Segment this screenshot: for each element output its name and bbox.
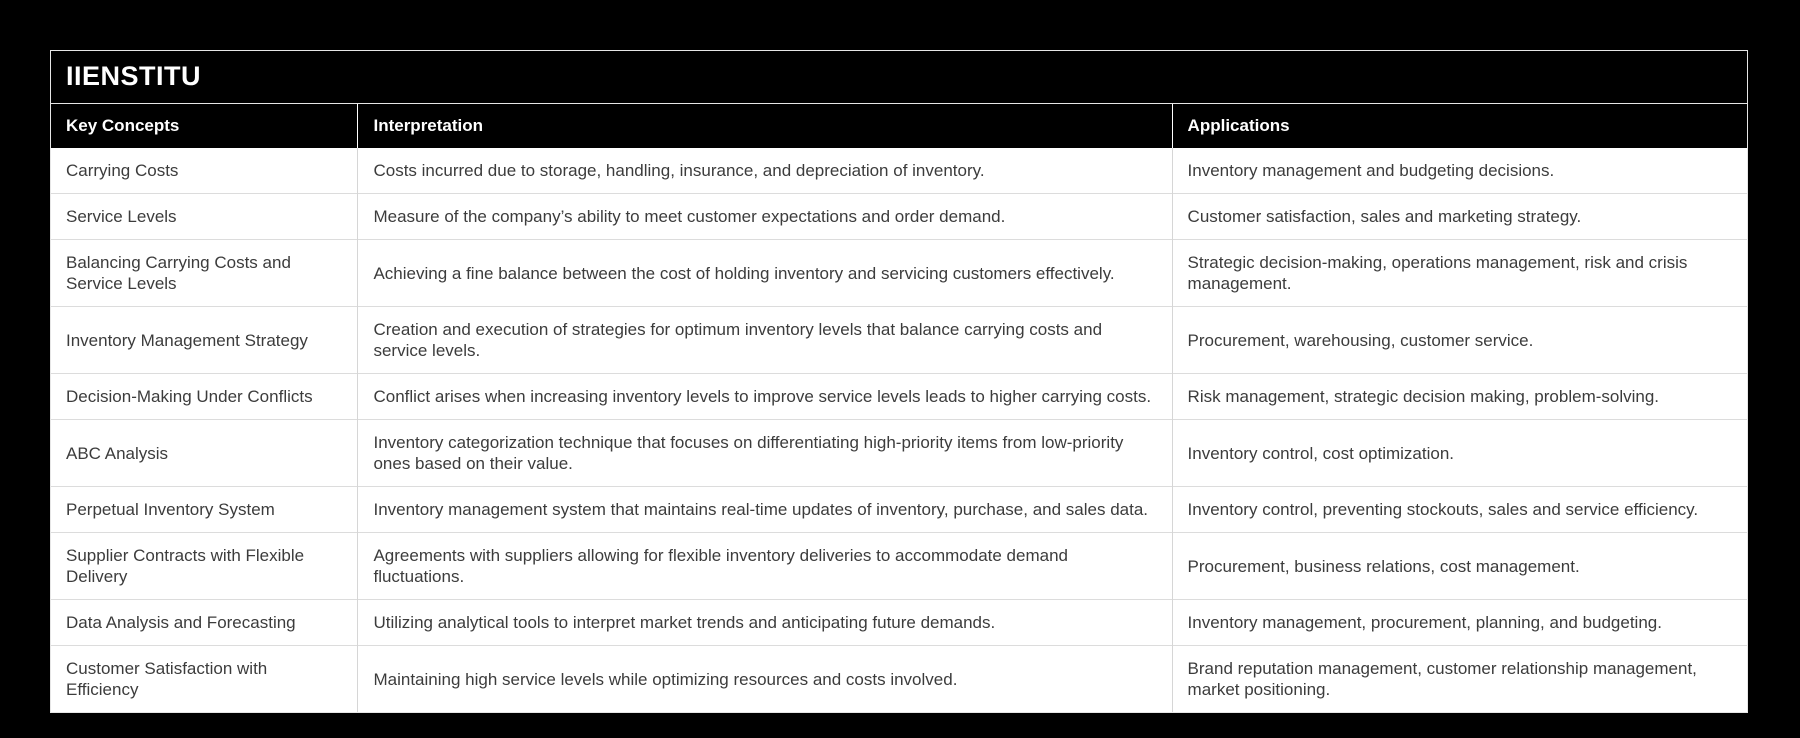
cell-application: Customer satisfaction, sales and marketing strategy. — [1172, 194, 1747, 240]
cell-concept: Inventory Management Strategy — [51, 307, 358, 374]
key-concepts-table — [51, 104, 1747, 712]
table-header — [51, 104, 1747, 148]
cell-concept: ABC Analysis — [51, 420, 358, 487]
table-row — [51, 487, 1747, 533]
table-row — [51, 194, 1747, 240]
column-header-interpretation: Interpretation — [358, 104, 1172, 148]
table-row — [51, 240, 1747, 307]
cell-interpretation: Agreements with suppliers allowing for flexible inventory deliveries to accommodate demand fluctuations. — [358, 533, 1172, 600]
cell-application: Strategic decision-making, operations management, risk and crisis management. — [1172, 240, 1747, 307]
cell-interpretation: Maintaining high service levels while optimizing resources and costs involved. — [358, 646, 1172, 713]
table-row — [51, 420, 1747, 487]
column-header-key-concepts: Key Concepts — [51, 104, 358, 148]
table-row — [51, 374, 1747, 420]
cell-application: Inventory control, preventing stockouts, sales and service efficiency. — [1172, 487, 1747, 533]
table-row — [51, 533, 1747, 600]
cell-application: Procurement, business relations, cost management. — [1172, 533, 1747, 600]
table-row — [51, 307, 1747, 374]
cell-concept: Balancing Carrying Costs and Service Levels — [51, 240, 358, 307]
table-row — [51, 600, 1747, 646]
cell-application: Brand reputation management, customer relationship management, market positioning. — [1172, 646, 1747, 713]
cell-application: Inventory management and budgeting decisions. — [1172, 148, 1747, 194]
page-title: IIENSTITU — [51, 51, 1747, 104]
cell-concept: Perpetual Inventory System — [51, 487, 358, 533]
cell-interpretation: Measure of the company’s ability to meet customer expectations and order demand. — [358, 194, 1172, 240]
cell-interpretation: Utilizing analytical tools to interpret market trends and anticipating future demands. — [358, 600, 1172, 646]
table-body — [51, 148, 1747, 712]
cell-concept: Carrying Costs — [51, 148, 358, 194]
cell-interpretation: Inventory management system that maintains real-time updates of inventory, purchase, and sales data. — [358, 487, 1172, 533]
concepts-table — [50, 50, 1748, 713]
cell-concept: Service Levels — [51, 194, 358, 240]
cell-interpretation: Conflict arises when increasing inventory levels to improve service levels leads to higher carrying costs. — [358, 374, 1172, 420]
cell-concept: Supplier Contracts with Flexible Delivery — [51, 533, 358, 600]
cell-interpretation: Inventory categorization technique that focuses on differentiating high-priority items from low-priority ones based on their value. — [358, 420, 1172, 487]
cell-interpretation: Creation and execution of strategies for optimum inventory levels that balance carrying costs and service levels. — [358, 307, 1172, 374]
table-row — [51, 148, 1747, 194]
cell-concept: Customer Satisfaction with Efficiency — [51, 646, 358, 713]
cell-interpretation: Costs incurred due to storage, handling, insurance, and depreciation of inventory. — [358, 148, 1172, 194]
cell-application: Inventory control, cost optimization. — [1172, 420, 1747, 487]
cell-application: Inventory management, procurement, planning, and budgeting. — [1172, 600, 1747, 646]
cell-application: Procurement, warehousing, customer service. — [1172, 307, 1747, 374]
cell-concept: Data Analysis and Forecasting — [51, 600, 358, 646]
column-header-applications: Applications — [1172, 104, 1747, 148]
cell-application: Risk management, strategic decision making, problem-solving. — [1172, 374, 1747, 420]
table-row — [51, 646, 1747, 713]
cell-concept: Decision-Making Under Conflicts — [51, 374, 358, 420]
cell-interpretation: Achieving a fine balance between the cost of holding inventory and servicing customers effectively. — [358, 240, 1172, 307]
